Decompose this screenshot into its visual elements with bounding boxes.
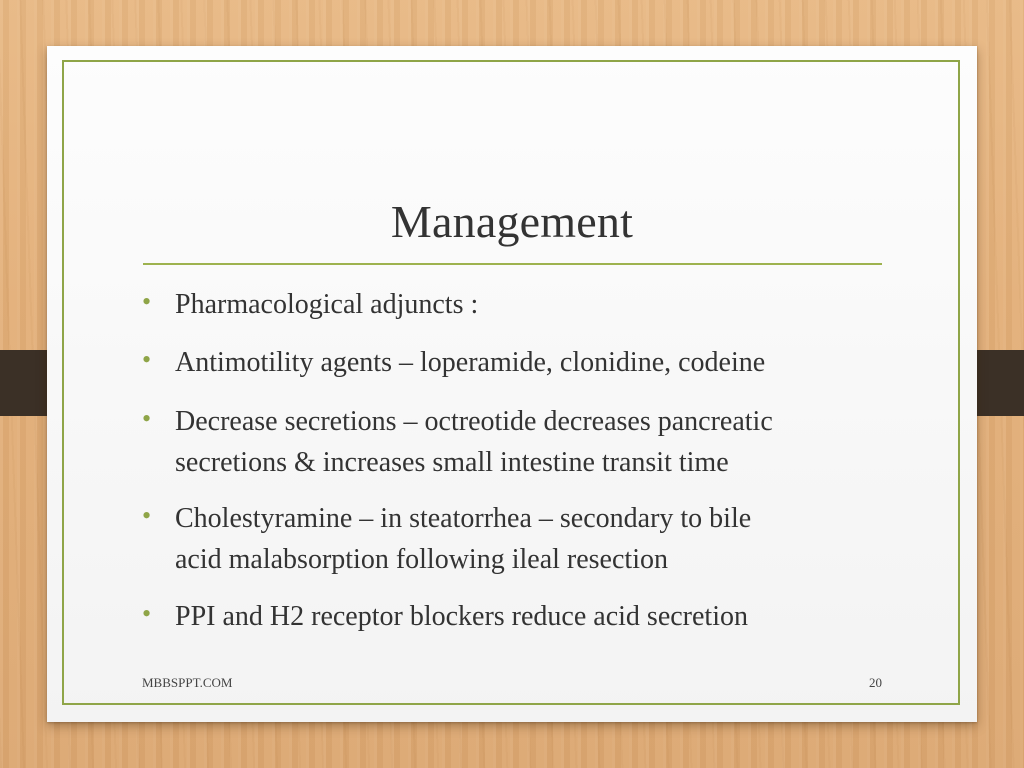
bullet-dot-icon: • [142, 501, 152, 530]
bullet-text-line-2: acid malabsorption following ileal resection [175, 544, 668, 575]
bullet-item-pharmacological-adjuncts [140, 284, 478, 325]
bullet-text-line-2: secretions & increases small intestine transit time [175, 447, 729, 478]
page-number: 20 [869, 675, 882, 690]
bullet-item-antimotility-agents [140, 342, 765, 383]
bullet-dot-icon: • [142, 345, 152, 374]
bullet-text-line-1: Decrease secretions – octreotide decreases pancreatic [175, 406, 773, 437]
bullet-item-decrease-secretions [140, 401, 773, 483]
slide-paper [47, 46, 977, 722]
bullet-text: Pharmacological adjuncts : [175, 289, 479, 320]
title-divider [143, 263, 882, 265]
bullet-text: Antimotility agents – loperamide, clonidine, codeine [175, 347, 766, 378]
slide-title: Management [390, 196, 634, 247]
bullet-item-cholestyramine [140, 498, 751, 580]
bullet-dot-icon: • [142, 599, 152, 628]
bullet-item-ppi-h2-blockers [140, 596, 748, 637]
bullet-dot-icon: • [142, 404, 152, 433]
bullet-text: PPI and H2 receptor blockers reduce acid secretion [175, 601, 748, 632]
footer-source: MBBSPPT.COM [142, 675, 233, 690]
bullet-dot-icon: • [142, 287, 152, 316]
bullet-text-line-1: Cholestyramine – in steatorrhea – secondary to bile [175, 503, 752, 534]
